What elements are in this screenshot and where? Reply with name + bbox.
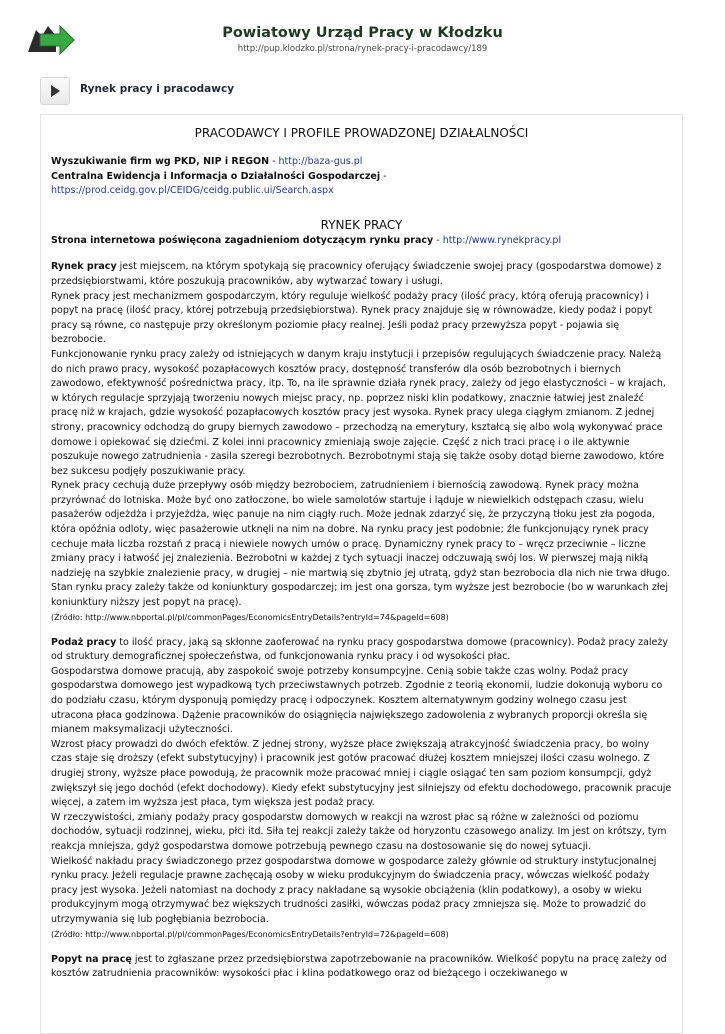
intro-label: Strona internetowa poświęcona zagadnieniom dotyczącym rynku pracy <box>51 234 434 246</box>
paragraph <box>51 953 672 982</box>
ceidg-label: Centralna Ewidencja i Informacja o Działalności Gospodarczej <box>51 170 381 182</box>
source-note: (Źródło: http://www.nbportal.pl/pl/commonPages/EconomicsEntryDetails?entryId=72&pageId=608) <box>51 929 449 939</box>
paragraph <box>51 636 672 665</box>
section-heading-employers: PRACODAWCY I PROFILE PROWADZONEJ DZIAŁALNOŚCI <box>194 126 529 140</box>
paragraph-text: to ilość pracy, jaką są skłonne zaoferować na rynku pracy gospodarstwa domowe (pracownicy). Podaż pracy zależy od struktury demograficznej społeczeństwa, od funkcjonowania rynku pracy i od wysokości płac. <box>51 636 668 663</box>
ceidg-link[interactable]: https://prod.ceidg.gov.pl/CEIDG/ceidg.public.ui/Search.aspx <box>51 185 334 197</box>
site-header <box>0 0 725 60</box>
separator: - <box>269 156 279 167</box>
site-url: http://pup.klodzko.pl/strona/rynek-pracy-i-pracodawcy/189 <box>237 44 488 54</box>
ceidg-line <box>51 170 672 199</box>
term-popyt-na-prace: Popyt na pracę <box>51 953 132 965</box>
labor-market-intro <box>51 234 672 249</box>
term-podaz-pracy: Podaż pracy <box>51 636 117 648</box>
baza-gus-link[interactable]: http://baza-gus.pl <box>278 156 363 167</box>
breadcrumb-button[interactable] <box>40 77 70 105</box>
separator: - <box>433 234 443 246</box>
paragraph <box>51 260 672 289</box>
paragraph: Wielkość nakładu pracy świadczonego przez gospodarstwa domowe w gospodarce zależy głównie od struktury instytucjonalnej rynku pracy. Jeżeli regulacje prawne zachęcają osoby w wieku produkcyjnym do świadczenia pracy, wówczas wielkość podaży pracy jest wysoka. Jeżeli natomiast na dochody z pracy nakładane są wysokie obciążenia (klin podatkowy), a osoby w wieku produkcyjnym mogą otrzymywać bez większych trudności zasiłki, wówczas podaż pracy zmniejsza się. Może to prowadzić do utrzymywania się lub pogłębiania bezrobocia. <box>51 855 657 925</box>
breadcrumb <box>40 77 680 105</box>
term-rynek-pracy: Rynek pracy <box>51 261 117 273</box>
firm-search-label: Wyszukiwanie firm wg PKD, NIP i REGON <box>51 156 270 167</box>
content-panel <box>40 114 683 1034</box>
separator: - <box>380 170 387 182</box>
play-arrow-icon <box>41 78 69 104</box>
paragraph: W rzeczywistości, zmiany podaży pracy gospodarstw domowych w reakcji na wzrost płac są różne w zależności od poziomu dochodów, sytuacji rodzinnej, wieku, płci itd. Siła tej reakcji zależy także od horyzontu czasowego analizy. Im jest on krótszy, tym reakcja mniejsza, gdyż gospodarstwa domowe potrzebują pewnego czasu na dostosowanie się do nowej sytuacji. <box>51 811 667 852</box>
section-heading-labor-market: RYNEK PRACY <box>320 217 403 232</box>
paragraph: Gospodarstwa domowe pracują, aby zaspokoić swoje potrzeby konsumpcyjne. Cenią sobie także czas wolny. Podaż pracy gospodarstwa domowego jest wypadkową tych przeciwstawnych potrzeb. Zgodnie z teorią ekonomii, ludzie dokonują wyboru co do podziału czasu, którym dysponują pomiędzy pracę i odpoczynek. Kosztem alternatywnym godziny wolnego czasu jest utracona płaca godzinowa. Dążenie pracowników do osiągnięcia największego zadowolenia z wybranych proporcji określa się mianem maksymalizacji użyteczności. <box>51 665 663 736</box>
paragraph-text: jest miejscem, na którym spotykają się pracownicy oferujący świadczenie swojej pracy (gospodarstwa domowe) z przedsiębiorstwami, które poszukują pracowników, aby wytwarzać towary i usługi. <box>51 261 662 287</box>
paragraph: Rynek pracy cechują duże przepływy osób między bezrobociem, zatrudnieniem i biernością zawodową. Rynek pracy można przyrównać do lotniska. Może być ono zatłoczone, bo wiele samolotów startuje i ląduje w niewielkich odstępach czasu, wielu pasażerów odjeżdża i przyjeżdża, więc panuje na nim ciągły ruch. Może jednak zdarzyć się, że przyczyną tłoku jest zła pogoda, która opóźnia odloty, więc pasażerowie utknęli na nim na dobre. Na rynku pracy jest podobnie; źle funkcjonujący rynek pracy cechuje mała liczba rozstań z pracą i niewiele nowych umów o pracę. Dynamiczny rynek pracy to – wręcz przeciwnie – liczne zmiany pracy i łatwość jej znalezienia. Bezrobotni w każdej z tych sytuacji inaczej odczuwają swój los. W pierwszej mają nikłą nadzieję na szybkie znalezienie pracy, w drugiej – nie martwią się zbytnio jej utratą, gdyż stan bezrobocia dla nich nie trwa długo. Stan rynku pracy zależy także od koniunktury gospodarczej; im jest ona gorsza, tym wyższe jest bezrobocie (bo w warunkach złej koniunktury niższy jest popyt na pracę). <box>51 480 670 609</box>
rynekpracy-link[interactable]: http://www.rynekpracy.pl <box>442 234 562 246</box>
breadcrumb-label: Rynek pracy i pracodawcy <box>80 83 235 95</box>
site-title: Powiatowy Urząd Pracy w Kłodzku <box>222 25 503 41</box>
paragraph-text: jest to zgłaszane przez przedsiębiorstwa zapotrzebowanie na pracowników. Wielkość popytu na pracę zależy od kosztów zatrudnienia pracowników: wysokości płac i klina podatkowego oraz od bieżącego i oczekiwanego w <box>51 953 667 980</box>
paragraph: Funkcjonowanie rynku pracy zależy od istniejących w danym kraju instytucji i przepisów regulujących świadczenie pracy. Należą do nich prawo pracy, wysokość pozapłacowych kosztów pracy, dostępność transferów dla osób bezrobotnych i biernych zawodowo, efektywność pośrednictwa pracy, itp. To, na ile sprawnie działa rynek pracy, zależy od jego elastyczności – w krajach, w których regulacje sprzyjają tworzeniu nowych miejsc pracy, np. poprzez niski klin podatkowy, znacznie łatwiej jest znaleźć pracę niż w krajach, gdzie wysokość pozapłacowych kosztów pracy jest wysoka. Rynek pracy ulega ciągłym zmianom. Z jednej strony, pracownicy odchodzą do grupy biernych zawodowo – przechodzą na emerytury, kształcą się albo wolą wykonywać prace domowe i opiekować się dziećmi. Z kolei inni pracownicy zmieniają swoje zajęcie. Część z nich traci pracę i o ile aktywnie poszukuje nowego zatrudnienia - zasila szeregi bezrobotnych. Bezrobotnymi stają się także osoby dotąd bierne zawodowo, które bez sukcesu podjęły poszukiwanie pracy. <box>51 348 666 477</box>
paragraph: Rynek pracy jest mechanizmem gospodarczym, który reguluje wielkość podaży pracy (ilość pracy, którą oferują pracownicy) i popyt na pracę (ilość pracy, której potrzebują przedsiębiorstwa). Rynek pracy znajduje się w równowadze, kiedy podaż i popyt pracy są równe, co następuje przy określonym poziomie płacy realnej. Jeśli podaż pracy przewyższa popyt - pojawia się bezrobocie. <box>51 290 653 346</box>
firm-search-line <box>51 155 672 170</box>
source-note: (Źródło: http://www.nbportal.pl/pl/commonPages/EconomicsEntryDetails?entryId=74&pageId=608) <box>51 612 449 622</box>
paragraph: Wzrost płacy prowadzi do dwóch efektów. Z jednej strony, wyższe płace zwiększają atrakcyjność świadczenia pracy, bo wolny czas staje się droższy (efekt substytucyjny) i pracownik jest gotów pracować dłużej kosztem mniejszej ilości czasu wolnego. Z drugiej strony, wyższe płace powodują, że pracownik może pracować mniej i ciągle osiągać ten sam poziom konsumpcji, gdyż zwiększył się jego dochód (efekt dochodowy). Kiedy efekt substytucyjny jest silniejszy od efektu dochodowego, pracownik pracuje więcej, a zatem im wyższa jest płaca, tym większa jest podaż pracy. <box>51 738 672 809</box>
